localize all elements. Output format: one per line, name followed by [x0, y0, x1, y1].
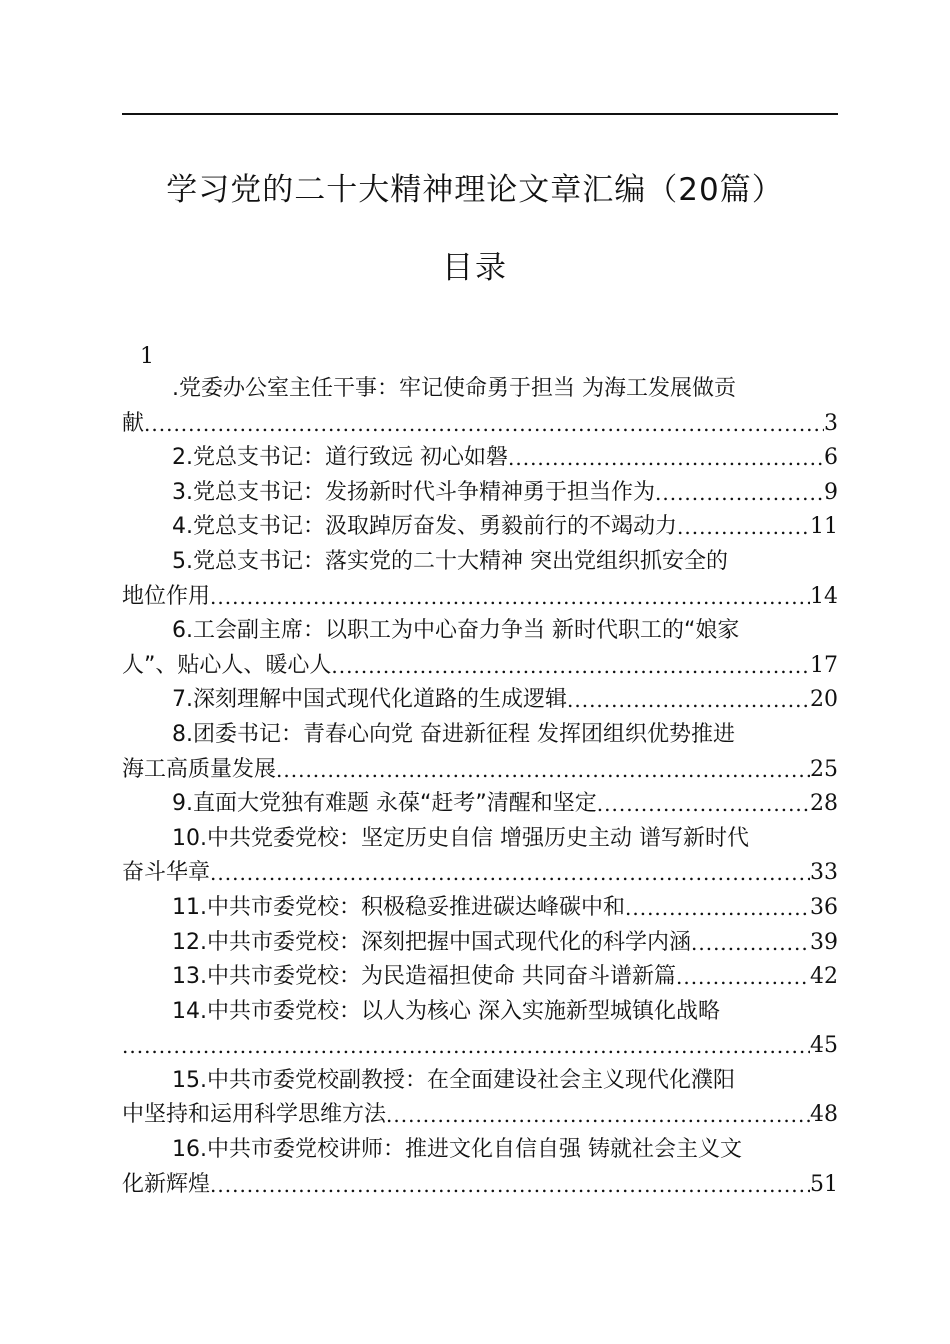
toc-entry[interactable]	[122, 960, 838, 995]
toc-page-number: 11	[810, 514, 838, 540]
toc-entry[interactable]	[122, 822, 838, 891]
toc-page-number: 48	[810, 1102, 838, 1128]
toc-leader-dots	[210, 1168, 810, 1203]
toc-entry[interactable]	[122, 1064, 838, 1133]
toc-entry-line	[122, 372, 838, 407]
toc-page-number: 28	[810, 791, 838, 817]
toc-entry-title: 3.党总支书记：发扬新时代斗争精神勇于担当作为	[172, 479, 655, 505]
toc-entry-line	[122, 1098, 838, 1133]
toc-page-number: 45	[810, 1033, 838, 1059]
toc-entry[interactable]	[122, 891, 838, 926]
toc-entry-line	[122, 753, 838, 788]
toc-entry-line	[122, 718, 838, 753]
toc-page-number: 33	[810, 860, 838, 886]
toc-entry-line	[122, 1133, 838, 1168]
toc-leader-dots	[625, 891, 810, 926]
toc-entry-title: 化新辉煌	[122, 1171, 211, 1197]
toc-entry-line	[122, 787, 838, 822]
toc-entry-line	[122, 856, 838, 891]
toc-entry-title: 奋斗华章	[122, 860, 211, 886]
toc-entry-title: 15.中共市委党校副教授：在全面建设社会主义现代化濮阳	[172, 1067, 735, 1093]
toc-leader-dots	[655, 476, 824, 511]
document-title: 学习党的二十大精神理论文章汇编（20篇）	[166, 172, 784, 208]
toc-entry-title: 人”、贴心人、暖心人	[122, 652, 332, 678]
toc-entry-title: 6.工会副主席：以职工为中心奋力争当 新时代职工的“娘家	[172, 618, 740, 644]
toc-leader-dots	[508, 441, 824, 476]
toc-entry[interactable]	[122, 372, 838, 441]
toc-page-number: 36	[810, 894, 838, 920]
toc-entry[interactable]	[122, 476, 838, 511]
toc-entry-line	[122, 649, 838, 684]
toc-entry-title: 2.党总支书记：道行致远 初心如磐	[172, 445, 508, 471]
toc-entry-line	[122, 1168, 838, 1203]
header-rule	[122, 113, 838, 115]
toc-entry-line	[122, 960, 838, 995]
toc-entry[interactable]	[122, 1133, 838, 1202]
toc-leader-dots	[276, 753, 810, 788]
toc-entry-title: 海工高质量发展	[122, 756, 277, 782]
toc-leader-dots	[567, 683, 810, 718]
toc-entry[interactable]	[122, 718, 838, 787]
toc-entry-line	[122, 1064, 838, 1099]
toc-page-number: 14	[810, 583, 838, 609]
toc-entry-line	[122, 1029, 838, 1064]
toc-entry[interactable]	[122, 995, 838, 1064]
toc-leader-dots	[691, 926, 810, 961]
toc-leader-dots	[676, 960, 810, 995]
toc-entry-title: 14.中共市委党校：以人为核心 深入实施新型城镇化战略	[172, 998, 720, 1024]
toc-leader-dots	[144, 407, 824, 442]
toc-entry-title: 7.深刻理解中国式现代化道路的生成逻辑	[172, 687, 567, 713]
toc-entry-line	[122, 545, 838, 580]
toc-entry[interactable]	[122, 510, 838, 545]
toc-leader-dots	[386, 1098, 810, 1133]
toc-page-number: 25	[810, 756, 838, 782]
toc-entry-line	[122, 683, 838, 718]
toc-entry-title: 11.中共市委党校：积极稳妥推进碳达峰碳中和	[172, 894, 625, 920]
toc-entry-line	[122, 580, 838, 615]
toc-entry[interactable]	[122, 683, 838, 718]
toc-leader-dots	[331, 649, 810, 684]
toc-page-number: 39	[810, 929, 838, 955]
toc-page-number: 42	[810, 964, 838, 990]
toc-leader-dots	[210, 580, 810, 615]
toc-entry-line	[122, 441, 838, 476]
toc-entry[interactable]	[122, 614, 838, 683]
toc-leader-dots	[210, 856, 810, 891]
toc-entry-title: 12.中共市委党校：深刻把握中国式现代化的科学内涵	[172, 929, 691, 955]
toc-entry-title: 13.中共市委党校：为民造福担使命 共同奋斗谱新篇	[172, 964, 676, 990]
toc-page-number: 51	[810, 1171, 838, 1197]
toc-entry[interactable]	[122, 787, 838, 822]
toc-entry-line	[122, 891, 838, 926]
toc-leader-dots	[122, 1029, 810, 1064]
toc-entry[interactable]	[122, 441, 838, 476]
toc-page-number: 17	[810, 652, 838, 678]
toc-entry-title: 10.中共党委党校：坚定历史自信 增强历史主动 谱写新时代	[172, 825, 749, 851]
toc-list-number: 1	[140, 344, 154, 369]
toc-page-number: 6	[824, 445, 838, 471]
toc-leader-dots	[677, 510, 810, 545]
table-of-contents	[122, 372, 838, 1202]
toc-page-number: 20	[810, 687, 838, 713]
toc-entry-title: 9.直面大党独有难题 永葆“赶考”清醒和坚定	[172, 791, 597, 817]
toc-entry-title: 献	[122, 410, 145, 436]
toc-entry[interactable]	[122, 545, 838, 614]
toc-leader-dots	[597, 787, 810, 822]
toc-page-number: 9	[824, 479, 838, 505]
toc-entry-title: 4.党总支书记：汲取踔厉奋发、勇毅前行的不竭动力	[172, 514, 677, 540]
toc-entry-title: 地位作用	[122, 583, 211, 609]
toc-entry-title: 8.团委书记：青春心向党 奋进新征程 发挥团组织优势推进	[172, 721, 735, 747]
toc-entry-title: 中坚持和运用科学思维方法	[122, 1102, 387, 1128]
toc-entry-line	[122, 510, 838, 545]
toc-entry-line	[122, 995, 838, 1030]
toc-entry-title: 5.党总支书记：落实党的二十大精神 突出党组织抓安全的	[172, 548, 728, 574]
toc-entry-line	[122, 476, 838, 511]
toc-entry[interactable]	[122, 926, 838, 961]
toc-entry-line	[122, 614, 838, 649]
toc-entry-line	[122, 822, 838, 857]
toc-entry-title: .党委办公室主任干事：牢记使命勇于担当 为海工发展做贡	[172, 376, 736, 401]
toc-entry-title: 16.中共市委党校讲师：推进文化自信自强 铸就社会主义文	[172, 1137, 742, 1163]
toc-entry-line	[122, 407, 838, 442]
toc-page-number: 3	[824, 410, 838, 436]
toc-entry-line	[122, 926, 838, 961]
toc-heading: 目录	[442, 250, 508, 286]
